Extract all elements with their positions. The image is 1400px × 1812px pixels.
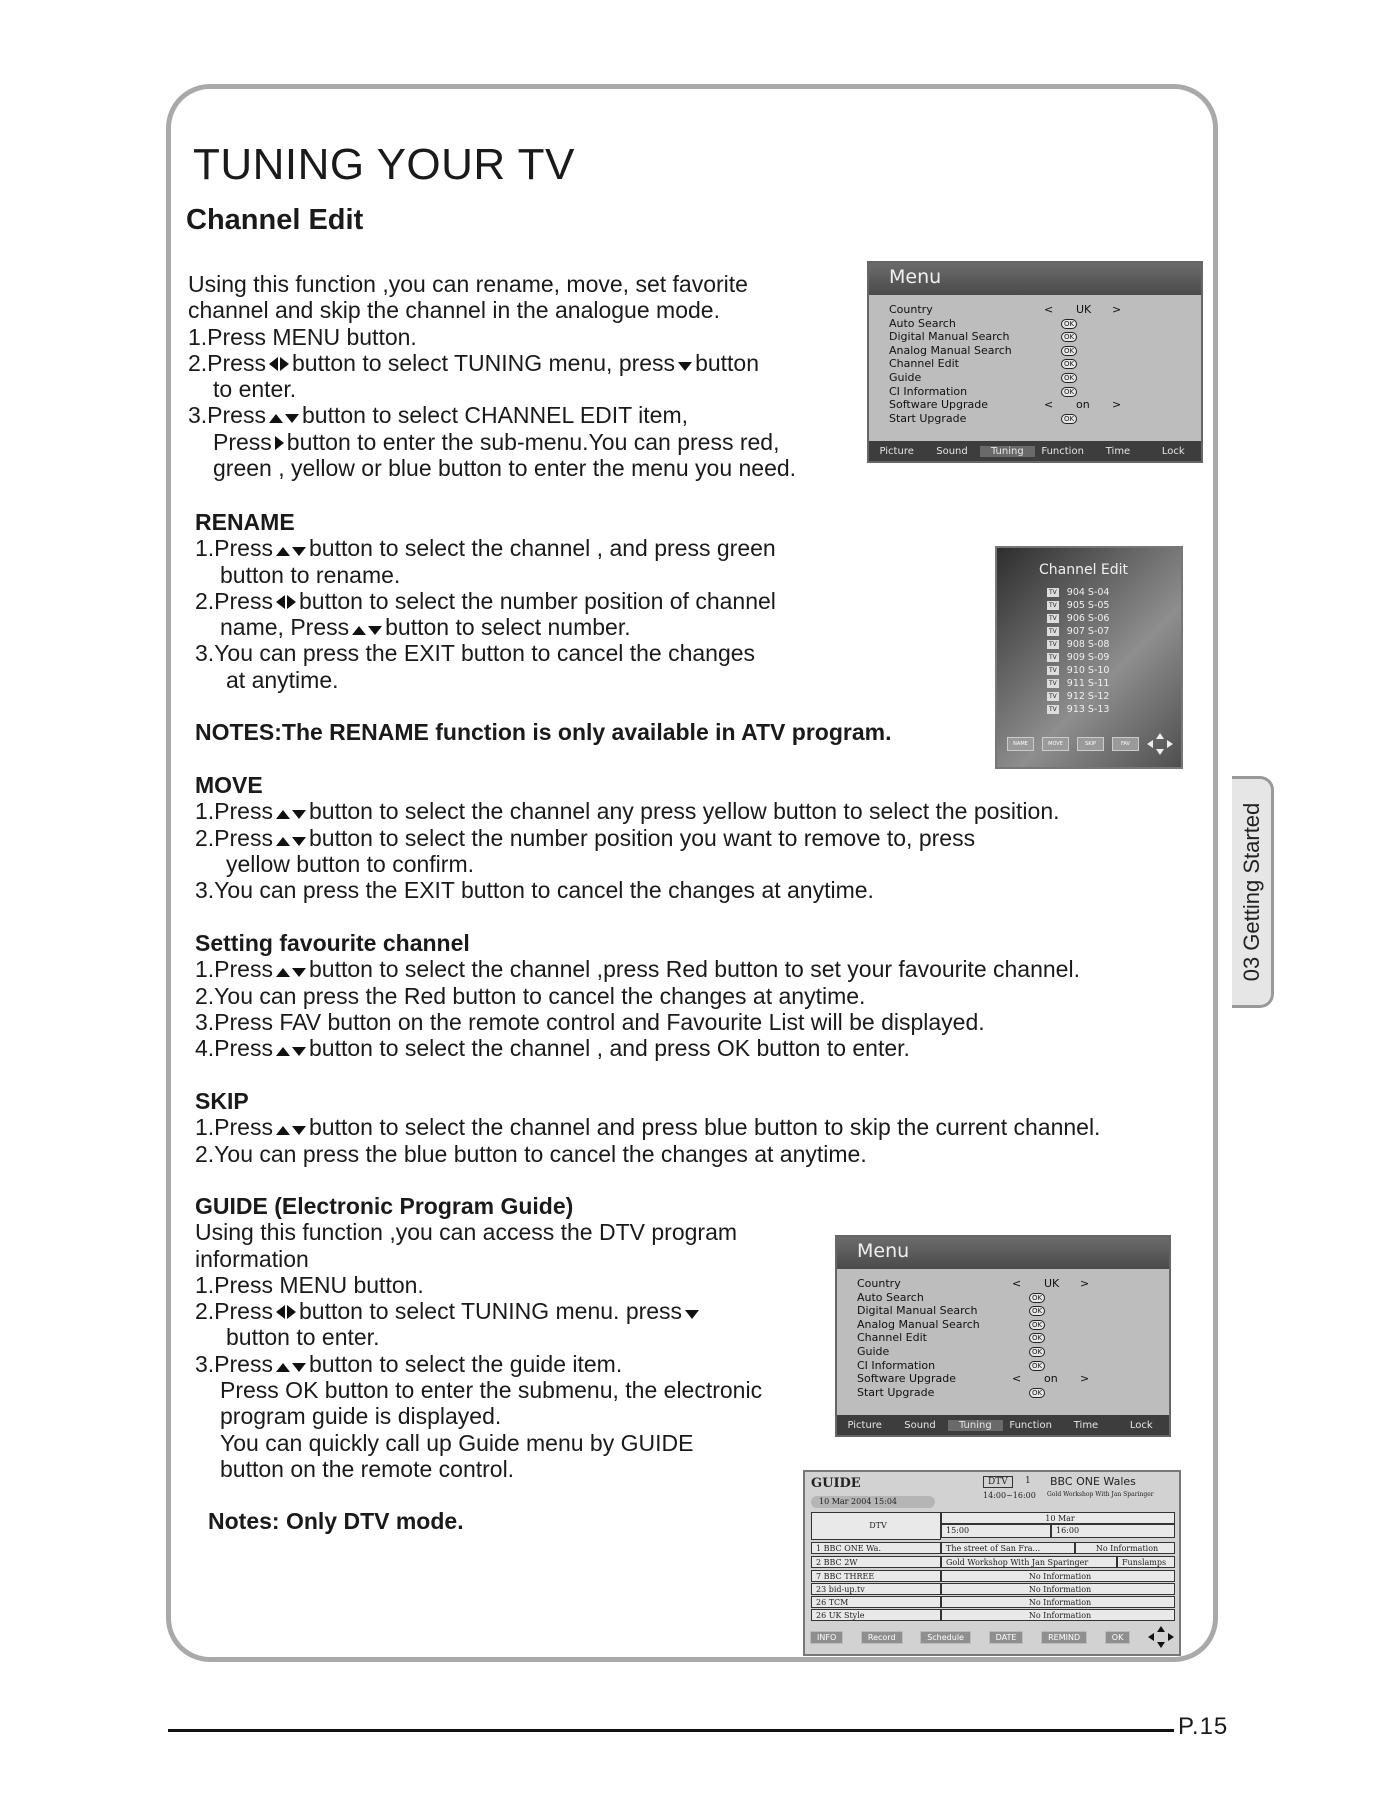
intro-line: 3.Press button to select CHANNEL EDIT item, <box>188 402 689 429</box>
move-section <box>195 772 1060 903</box>
section-subtitle: Channel Edit <box>186 204 364 236</box>
menu-item-guide: Guide OK <box>889 371 1201 385</box>
tuning-menu-screen-2 <box>835 1235 1171 1437</box>
favourite-heading: Setting favourite channel <box>195 930 470 956</box>
menu-tab-bar <box>869 441 1201 461</box>
menu-item-analog-manual-search: Analog Manual Search OK <box>889 344 1201 358</box>
menu-item-analog-manual-search: Analog Manual Search OK <box>857 1318 1169 1332</box>
up-down-arrows-icon <box>276 1047 306 1056</box>
tab-time: Time <box>1073 1419 1099 1431</box>
schedule-button: Schedule <box>920 1631 971 1644</box>
info-button: INFO <box>810 1631 843 1644</box>
remind-button: REMIND <box>1041 1631 1087 1644</box>
skip-line: 2.You can press the blue button to cancel the changes at anytime. <box>195 1140 867 1167</box>
move-line: 2.Press button to select the number position you want to remove to, press <box>195 824 976 851</box>
channel-edit-buttons <box>1007 733 1173 755</box>
rename-section <box>195 509 891 745</box>
guide-program-cell: Gold Workshop With Jan Sparinger <box>941 1556 1117 1568</box>
tab-function: Function <box>1041 445 1084 457</box>
favourite-line: 3.Press FAV button on the remote control and Favourite List will be displayed. <box>195 1008 985 1035</box>
rename-line: at anytime. <box>226 666 339 693</box>
guide-line: You can quickly call up Guide menu by GUIDE <box>220 1429 694 1456</box>
guide-program-cell: The street of San Fra... <box>941 1542 1075 1554</box>
name-button: NAME <box>1007 737 1034 751</box>
tab-time: Time <box>1105 445 1131 457</box>
rename-heading: RENAME <box>195 509 295 535</box>
fav-button: FAV <box>1112 737 1139 751</box>
down-arrow-icon <box>685 1310 699 1319</box>
channel-list-item: TV 906 S-06 <box>1049 613 1110 624</box>
guide-program-name: Gold Workshop With Jan Sparinger <box>1047 1491 1154 1498</box>
favourite-line: 2.You can press the Red button to cancel the changes at anytime. <box>195 982 866 1009</box>
guide-program-cell: No Information <box>941 1609 1175 1621</box>
up-down-arrows-icon <box>276 968 306 977</box>
channel-edit-title: Channel Edit <box>1039 562 1129 578</box>
skip-button: SKIP <box>1077 737 1104 751</box>
intro-line: to enter. <box>213 376 297 403</box>
menu-item-country: Country < UK > <box>889 303 1122 316</box>
move-heading: MOVE <box>195 772 263 798</box>
channel-list <box>1047 586 1109 716</box>
left-right-arrows-icon <box>276 595 296 609</box>
channel-list-item: TV 909 S-09 <box>1049 652 1110 663</box>
record-button: Record <box>861 1631 903 1644</box>
date-button: DATE <box>989 1631 1024 1644</box>
menu-item-channel-edit: Channel Edit OK <box>889 357 1201 371</box>
up-down-arrows-icon <box>276 837 306 846</box>
move-line: 1.Press button to select the channel any press yellow button to select the position. <box>195 798 1060 825</box>
menu-items <box>837 1269 1169 1399</box>
tab-function: Function <box>1009 1419 1052 1431</box>
guide-line: information <box>195 1245 309 1272</box>
guide-title: GUIDE <box>811 1476 861 1491</box>
guide-channel-row: 1 BBC ONE Wa. <box>811 1542 941 1554</box>
intro-line: 2.Press button to select TUNING menu, press button <box>188 349 760 376</box>
rename-note: NOTES:The RENAME function is only available in ATV program. <box>195 719 892 746</box>
rename-line: 1.Press button to select the channel , and press green <box>195 535 776 562</box>
menu-item-digital-manual-search: Digital Manual Search OK <box>889 330 1201 344</box>
channel-list-item: TV 904 S-04 <box>1049 587 1110 598</box>
guide-note: Notes: Only DTV mode. <box>208 1508 464 1535</box>
intro-text <box>188 271 796 481</box>
intro-line: Press button to enter the sub-menu.You can press red, <box>213 428 780 455</box>
left-right-arrows-icon <box>269 357 289 371</box>
menu-item-software-upgrade: Software Upgrade < on > <box>889 398 1122 412</box>
guide-program-cell: No Information <box>941 1596 1175 1608</box>
menu-item-ci-information: CI Information OK <box>857 1359 1169 1373</box>
guide-channel-row: 26 UK Style <box>811 1609 941 1621</box>
tab-sound: Sound <box>904 1419 936 1431</box>
move-line: 3.You can press the EXIT button to cancel the changes at anytime. <box>195 877 874 904</box>
tab-sound: Sound <box>936 445 968 457</box>
intro-line: 1.Press MENU button. <box>188 323 417 350</box>
menu-item-channel-edit: Channel Edit OK <box>857 1331 1169 1345</box>
menu-item-auto-search: Auto Search OK <box>857 1291 1169 1305</box>
guide-line: Press OK button to enter the submenu, the electronic <box>220 1377 763 1404</box>
guide-channel-row: 7 BBC THREE <box>811 1570 941 1582</box>
guide-line: 2.Press button to select TUNING menu. press <box>195 1298 762 1324</box>
menu-tab-bar <box>837 1415 1169 1435</box>
up-down-arrows-icon <box>276 547 306 556</box>
menu-item-digital-manual-search: Digital Manual Search OK <box>857 1304 1169 1318</box>
guide-program-time: 14:00~16:00 <box>983 1491 1036 1500</box>
menu-item-country: Country < UK > <box>857 1277 1090 1290</box>
channel-list-item: TV 908 S-08 <box>1049 639 1110 650</box>
up-down-arrows-icon <box>276 1126 306 1135</box>
rename-line: button to rename. <box>220 561 401 588</box>
guide-channel-row: 23 bid-up.tv <box>811 1583 941 1595</box>
guide-heading: GUIDE (Electronic Program Guide) <box>195 1193 574 1219</box>
intro-line: Using this function ,you can rename, move, set favorite <box>188 271 748 297</box>
chapter-side-tab <box>1232 776 1274 1008</box>
tuning-menu-screen-1 <box>867 261 1203 463</box>
tab-picture: Picture <box>847 1419 882 1431</box>
navigation-arrows-icon <box>1148 1626 1174 1648</box>
menu-items <box>869 295 1201 425</box>
guide-time-16: 16:00 <box>1051 1524 1175 1538</box>
guide-date-time: 10 Mar 2004 15:04 <box>811 1496 935 1508</box>
page-number: P.15 <box>1178 1713 1229 1740</box>
favourite-line: 4.Press button to select the channel , and press OK button to enter. <box>195 1035 910 1062</box>
menu-item-ci-information: CI Information OK <box>889 385 1201 399</box>
up-down-arrows-icon <box>352 626 382 635</box>
skip-line: 1.Press button to select the channel and press blue button to skip the current channel. <box>195 1114 1101 1141</box>
channel-list-item: TV 907 S-07 <box>1049 626 1110 637</box>
favourite-section <box>195 930 1080 1061</box>
tab-tuning: Tuning <box>948 1420 1003 1431</box>
tab-lock: Lock <box>1161 445 1185 457</box>
menu-header: Menu <box>837 1237 1169 1269</box>
guide-dtv-number: 1 <box>1025 1476 1031 1486</box>
footer-rule <box>168 1729 1174 1732</box>
navigation-arrows-icon <box>1147 733 1173 755</box>
guide-date-column: 10 Mar <box>941 1512 1175 1524</box>
tab-tuning: Tuning <box>980 446 1035 457</box>
intro-line: green , yellow or blue button to enter the menu you need. <box>213 455 797 482</box>
menu-item-start-upgrade: Start Upgrade OK <box>889 412 1201 426</box>
guide-channel-row: 26 TCM <box>811 1596 941 1608</box>
tab-lock: Lock <box>1129 1419 1153 1431</box>
up-down-arrows-icon <box>276 1363 306 1372</box>
guide-channel-row: 2 BBC 2W <box>811 1556 941 1568</box>
guide-dtv-label: DTV <box>983 1476 1013 1488</box>
skip-heading: SKIP <box>195 1088 249 1114</box>
intro-line: channel and skip the channel in the analogue mode. <box>188 297 720 324</box>
guide-program-cell: No Information <box>941 1570 1175 1582</box>
menu-header: Menu <box>869 263 1201 295</box>
chapter-label: 03 Getting Started <box>1238 802 1264 982</box>
channel-list-item: TV 905 S-05 <box>1049 600 1110 611</box>
rename-line: name, Press button to select number. <box>220 614 631 641</box>
guide-button-bar <box>810 1626 1174 1648</box>
channel-list-item: TV 911 S-11 <box>1049 678 1110 689</box>
guide-program-cell: No Information <box>941 1583 1175 1595</box>
guide-line: 1.Press MENU button. <box>195 1271 424 1298</box>
up-down-arrows-icon <box>269 414 299 423</box>
skip-section <box>195 1088 1100 1167</box>
epg-guide-screen <box>803 1470 1181 1656</box>
menu-item-start-upgrade: Start Upgrade OK <box>857 1386 1169 1400</box>
channel-list-item: TV 913 S-13 <box>1049 704 1110 715</box>
ok-button: OK <box>1105 1631 1131 1644</box>
right-arrow-icon <box>275 436 284 450</box>
tab-picture: Picture <box>879 445 914 457</box>
menu-item-software-upgrade: Software Upgrade < on > <box>857 1372 1090 1386</box>
guide-line: Using this function ,you can access the DTV program <box>195 1219 738 1246</box>
up-down-arrows-icon <box>276 810 306 819</box>
move-line: yellow button to confirm. <box>226 850 475 877</box>
guide-dtv-cell: DTV <box>811 1512 941 1540</box>
page-title: TUNING YOUR TV <box>193 140 575 189</box>
menu-item-auto-search: Auto Search OK <box>889 317 1201 331</box>
guide-section <box>195 1193 762 1535</box>
favourite-line: 1.Press button to select the channel ,press Red button to set your favourite channel. <box>195 956 1080 983</box>
channel-edit-screen <box>995 546 1183 769</box>
rename-line: 2.Press button to select the number position of channel <box>195 587 776 614</box>
guide-channel-name: BBC ONE Wales <box>1050 1475 1136 1488</box>
guide-program-cell: No Information <box>1075 1542 1175 1554</box>
left-right-arrows-icon <box>276 1305 296 1319</box>
channel-list-item: TV 910 S-10 <box>1049 665 1110 676</box>
channel-list-item: TV 912 S-12 <box>1049 691 1110 702</box>
guide-line: button to enter. <box>226 1324 380 1351</box>
move-button: MOVE <box>1042 737 1069 751</box>
guide-time-15: 15:00 <box>941 1524 1051 1538</box>
guide-line: 3.Press button to select the guide item. <box>195 1350 623 1377</box>
menu-item-guide: Guide OK <box>857 1345 1169 1359</box>
down-arrow-icon <box>678 362 692 371</box>
guide-program-cell: Funslamps <box>1117 1556 1175 1568</box>
guide-line: program guide is displayed. <box>220 1403 502 1430</box>
guide-line: button on the remote control. <box>220 1455 515 1482</box>
rename-line: 3.You can press the EXIT button to cancel the changes <box>195 640 756 667</box>
